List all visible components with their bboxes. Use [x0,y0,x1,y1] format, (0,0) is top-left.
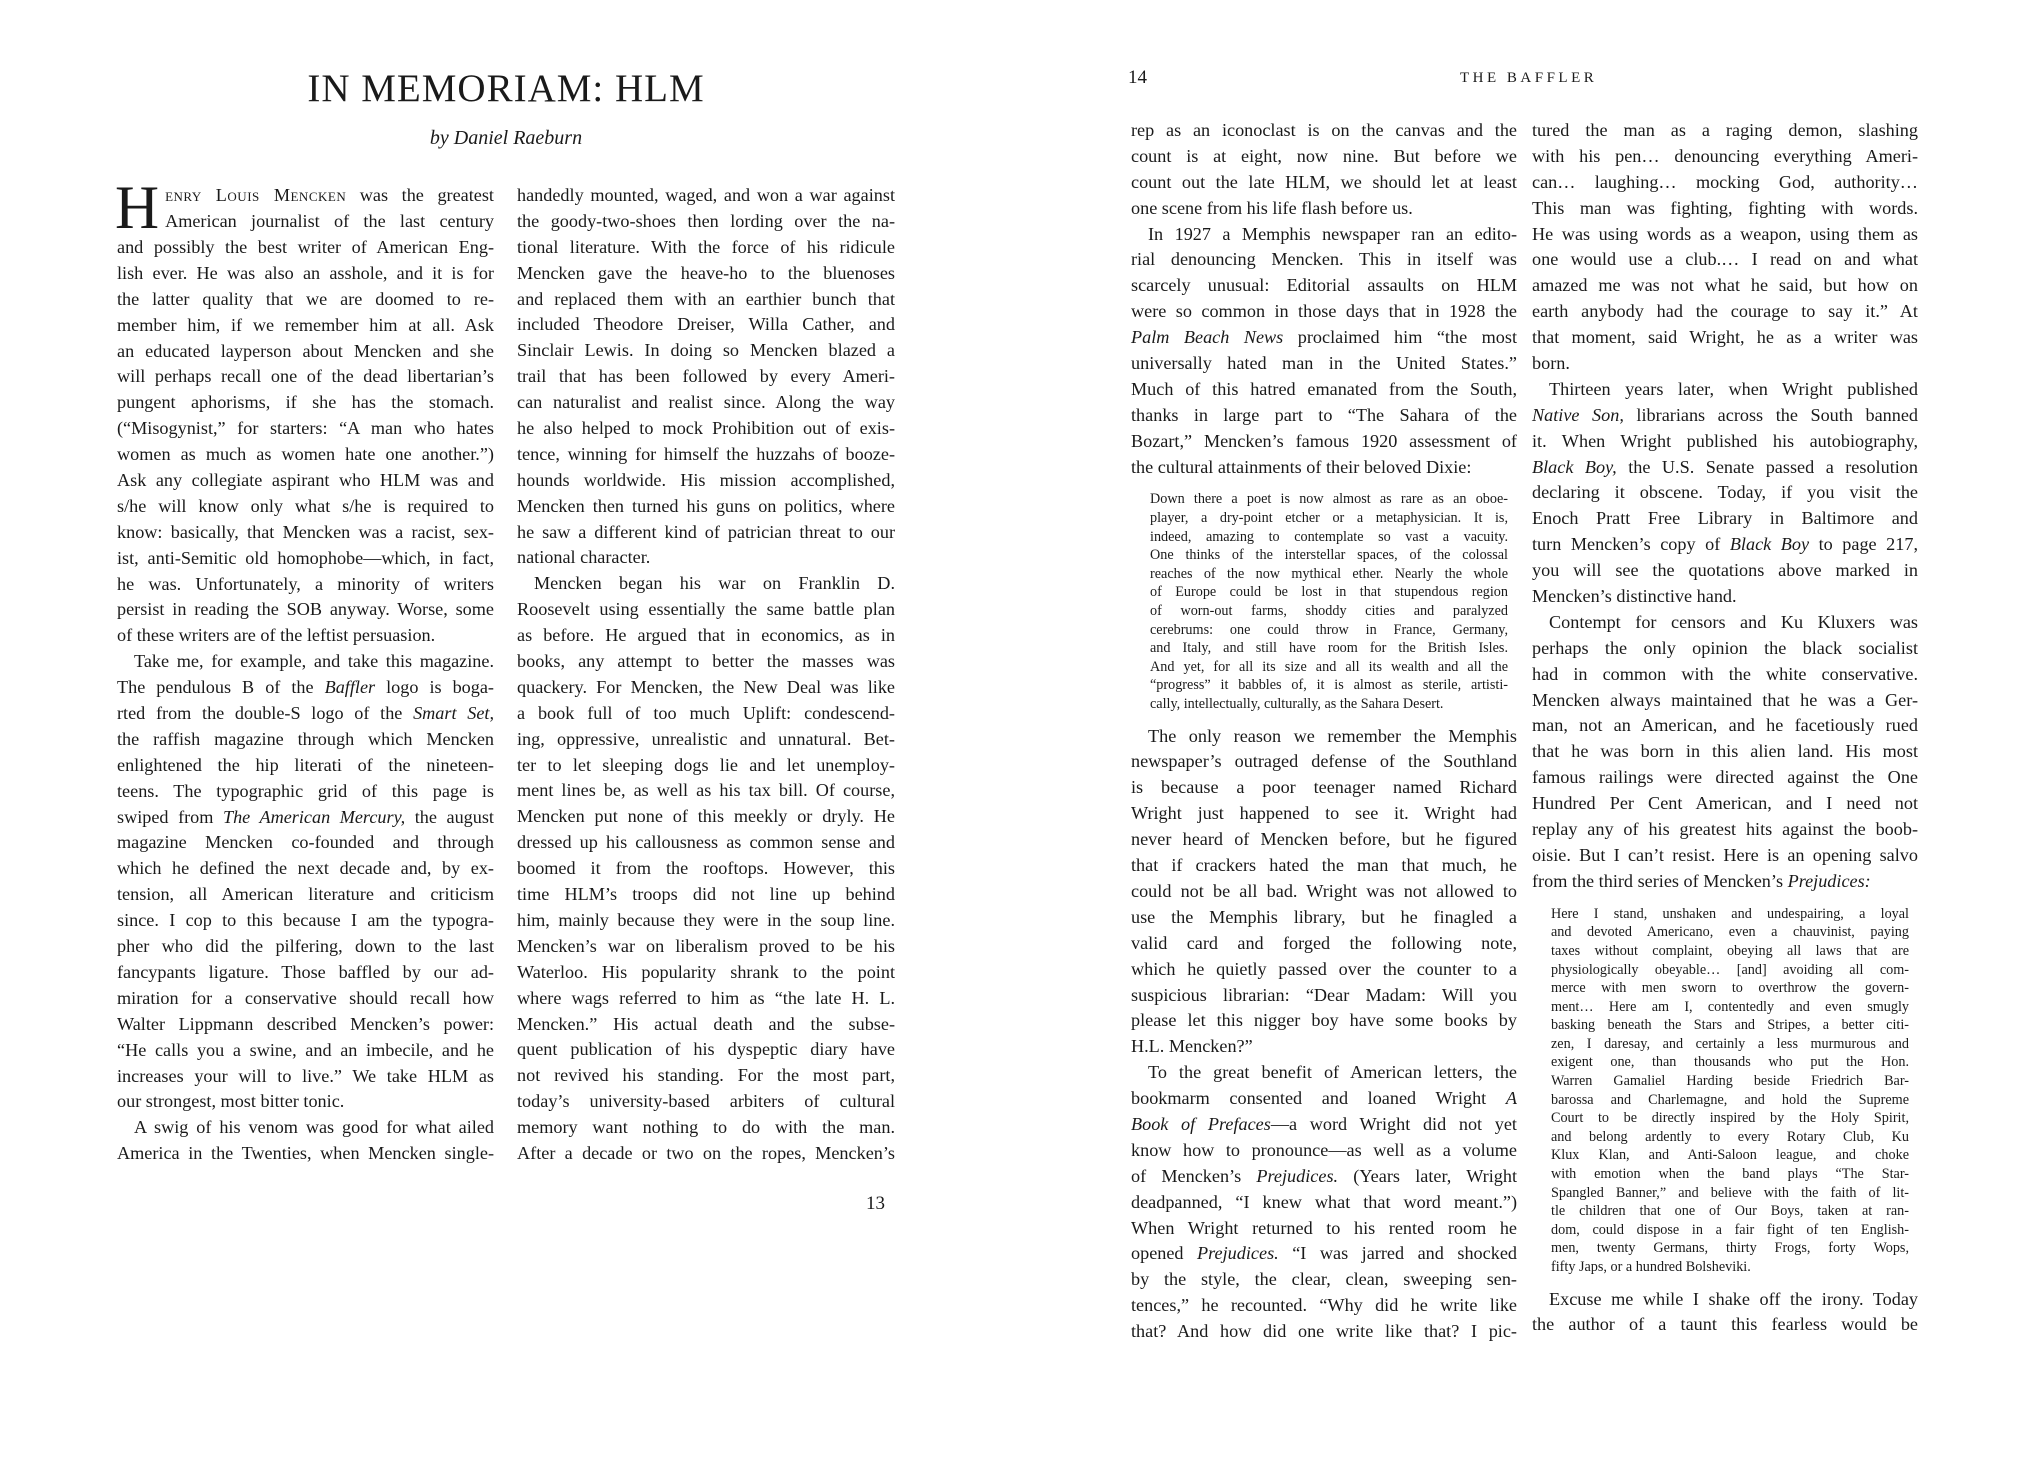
text-line: and devoted Americano, even a chauvinist, paying [1551,924,1909,941]
text-line: cally, intellectually, culturally, as the Sahara Desert. [1150,696,1444,712]
text-line: Walter Lippmann described Mencken’s power: [117,1013,494,1034]
text-line: A swig of his venom was good for what ailed [134,1117,494,1138]
text-line: barossa and Charlemagne, and hold the Supreme [1551,1091,1909,1108]
text-line: rted from the double-S logo of the Smart Set, [117,703,494,724]
text-line: American journalist of the last century [165,210,494,231]
column-3 [1131,118,1517,1345]
text-line: zen, I daresay, and certainly a less murmurous and [1551,1035,1909,1052]
text-line: tional literature. With the force of his ridicule [517,236,895,257]
text-line: Sinclair Lewis. In doing so Mencken blazed a [517,340,895,361]
text-line: since. I cop to this because I am the typogra- [117,910,494,931]
text-line: Mencken’s distinctive hand. [1532,586,1737,607]
drop-cap: H [115,175,160,242]
text-line: hounds worldwide. His mission accomplished, [517,469,895,490]
text-line: and possibly the best writer of American Eng- [117,237,494,257]
text-line: scarcely unusual: Editorial assaults on HLM [1131,275,1517,296]
text-line: the latter quality that we are doomed to re- [117,288,494,309]
text-line: from the third series of Mencken’s Prejudices: [1532,870,1871,891]
text-line: Take me, for example, and take this magazine. [134,651,494,672]
text-line: Bozart,” Mencken’s famous 1920 assessment of [1131,430,1517,451]
text-line: increases your will to live.” We take HLM as [117,1065,494,1086]
text-line: use the Memphis library, but he finagled a [1131,906,1517,927]
text-line: valid card and forged the following note, [1131,932,1517,953]
text-line: Waterloo. His popularity shrank to the point [517,961,895,982]
text-line: Contempt for censors and Ku Kluxers was [1549,611,1918,632]
text-line: and belong ardently to every Rotary Club, Ku [1551,1128,1909,1145]
text-line: Excuse me while I shake off the irony. Today [1549,1288,1918,1309]
text-line: tured the man as a raging demon, slashing [1532,120,1918,140]
text-line: with his pen… denouncing everything Ameri- [1532,145,1918,166]
text-line: Wright just happened to see it. Wright had [1131,803,1517,824]
text-line: exigent one, than thousands who put the Hon. [1551,1054,1909,1071]
text-line: books, any attempt to better the masses was [517,651,895,672]
text-line: cerebrums: one could throw in France, Germany, [1150,621,1508,638]
text-line: Mencken put none of this meekly or dryly. He [517,806,895,827]
text-line: a book full of too much Uplift: condescend- [517,702,895,723]
text-line: universally hated man in the United States.” [1131,353,1517,374]
text-line: Mencken gave the heave-ho to the bluenoses [517,262,895,283]
text-line: tension, all American literature and criticism [117,884,494,905]
text-line: reaches of the now mythical ether. Nearly the whole [1150,565,1508,582]
text-line: Down there a poet is now almost as rare as an oboe- [1150,491,1508,508]
left-page [0,0,1012,1463]
text-line: taxes without complaint, obeying all laws that are [1551,942,1909,959]
text-line: oisie. But I can’t resist. Here is an opening salvo [1532,844,1918,865]
text-line: Mencken.” His actual death and the subse- [517,1013,895,1034]
text-line: Spangled Banner,” and believe with the faith of lit- [1551,1184,1909,1201]
text-line: could not be all bad. Wright was not allowed to [1131,880,1517,901]
text-line: of worn-out farms, shoddy cities and paralyzed [1150,603,1508,620]
text-line: lish ever. He was also an asshole, and it is for [117,262,494,283]
text-line: man, not an American, and he facetiously rued [1532,715,1918,736]
text-line: boomed it from the rooftops. However, this [517,858,895,879]
text-line: with emotion when the band plays “The Star- [1551,1166,1909,1183]
text-line: you will see the quotations above marked in [1532,560,1918,581]
page-number-14: 14 [1128,67,1147,88]
text-line: ist, anti-Semitic old homophobe—which, in fact, [117,547,494,568]
text-line: Mencken began his war on Franklin D. [534,573,895,594]
text-line: which he defined the next decade and, by ex- [117,858,494,879]
text-line: never heard of Mencken before, but he figured [1131,829,1517,850]
text-line: count is at eight, now nine. But before we [1131,145,1517,166]
text-line: the raffish magazine through which Mencken [117,728,494,749]
text-line: that? And how did one write like that? I pic- [1131,1321,1517,1342]
text-line: Native Son, librarians across the South banned [1532,404,1918,425]
text-line: memory want nothing to do with the man. [517,1117,895,1138]
text-line: that moment, said Wright, he as a writer was [1532,327,1918,348]
text-line: replay any of his greatest hits against the boob- [1532,819,1918,840]
text-line: indeed, amazing to contemplate so vast a vacuity. [1150,528,1508,545]
text-line: as before. He argued that in economics, as in [517,625,895,646]
text-line: men, twenty Germans, thirty Frogs, forty Wops, [1551,1240,1909,1257]
text-line: turn Mencken’s copy of Black Boy to page 217, [1532,534,1919,555]
text-line: can… laughing… mocking God, authority… [1532,171,1918,192]
text-line: pungent aphorisms, if she has the stomach. [117,392,494,413]
text-line: merce with men sworn to overthrow the govern- [1551,980,1909,997]
text-line: Thirteen years later, when Wright published [1549,378,1918,399]
text-line: handedly mounted, waged, and won a war against [517,185,895,205]
text-line: and Italy, and still have room for the British Isles. [1150,640,1508,657]
text-line: quackery. For Mencken, the New Deal was like [517,676,895,697]
block-quote [1551,905,1909,1277]
text-line: tle children that one of Our Boys, taken at ran- [1551,1203,1909,1220]
text-line: the goody-two-shoes then lording over the na- [517,210,895,231]
text-line: pher who did the pilfering, down to the last [117,936,494,957]
text-line: miration for a conservative should recall how [117,987,494,1008]
text-line: After a decade or two on the ropes, Mencken’s [517,1142,895,1163]
text-line: fancypants ligature. Those baffled by our ad- [117,961,494,982]
text-line: ment lines be, as well as his tax bill. Of course, [517,780,895,801]
text-line: Book of Prefaces—a word Wright did not yet [1131,1113,1517,1134]
text-line: our strongest, most bitter tonic. [117,1091,345,1112]
text-line: He was using words as a weapon, using them as [1532,223,1918,244]
text-line: physiologically obeyable… [and] avoiding all com- [1551,961,1909,978]
text-line: included Theodore Dreiser, Willa Cather, and [517,314,895,335]
text-line: please let this nigger boy have some books by [1131,1010,1517,1031]
text-line: Hundred Per Cent American, and I need not [1532,793,1918,814]
text-line: When Wright returned to his rented room he [1131,1217,1517,1238]
text-line: “progress” it babbles of, it is almost as sterile, artisti- [1150,677,1508,694]
text-line: dom, could dispose in a fair fight of ten English- [1551,1221,1909,1238]
text-line: one scene from his life flash before us. [1131,197,1413,218]
text-line: teens. The typographic grid of this page is [117,780,494,801]
text-line: And yet, for all its size and all its wealth and all the [1150,658,1508,675]
text-line: and replaced them with an earthier bunch that [517,288,895,309]
text-line: tences,” he recounted. “Why did he write like [1131,1295,1517,1316]
text-line: Ask any collegiate aspirant who HLM was and [117,470,494,491]
text-line: dressed up his callousness as common sense and [517,832,895,853]
text-line: trail that has been followed by every Ameri- [517,366,895,387]
text-line: of Europe could be lost in that stupendous region [1150,584,1508,601]
text-line: by the style, the clear, clean, sweeping sen- [1131,1269,1517,1290]
text-line: s/he will know only what s/he is required to [117,495,494,516]
text-line: Much of this hatred emanated from the South, [1131,378,1517,399]
text-line: Black Boy, the U.S. Senate passed a resolution [1532,456,1918,477]
text-line: born. [1532,353,1570,374]
text-line: quent publication of his dyspeptic diary have [517,1039,895,1060]
text-line: amazed me was not what he said, but how on [1532,275,1918,296]
text-line: the author of a taunt this fearless would be [1532,1314,1918,1335]
text-line: Enoch Pratt Free Library in Baltimore and [1532,508,1918,529]
text-line: an educated layperson about Mencken and she [117,340,494,361]
text-line: Mencken then turned his guns on politics, where [517,495,895,516]
right-page [1012,0,2025,1463]
text-line: “He calls you a swine, and an imbecile, and he [117,1039,494,1060]
text-line: fifty Japs, or a hundred Bolsheviki. [1551,1259,1751,1275]
text-line: In 1927 a Memphis newspaper ran an edito- [1148,223,1517,244]
text-line: rial denouncing Mencken. This in itself was [1131,249,1517,270]
text-line: know: basically, that Mencken was a racist, sex- [117,521,494,542]
text-line: he was. Unfortunately, a minority of writers [117,573,494,594]
text-line: Mencken’s war on liberalism proved to be his [517,935,895,956]
byline: by Daniel Raeburn [429,127,583,149]
text-line: newspaper’s outraged defense of the Southland [1131,751,1517,772]
text-line: enlightened the hip literati of the nineteen- [117,754,494,775]
article-title: IN MEMORIAM: HLM [307,67,705,110]
text-line: Warren Gamaliel Harding beside Friedrich Bar- [1551,1073,1909,1090]
text-line: ing, oppressive, unrealistic and unnatural. Bet- [517,728,895,749]
text-line: that if crackers hated the man that much, he [1131,855,1517,876]
text-line: not revived his standing. For the most part, [517,1065,895,1086]
text-line: Palm Beach News proclaimed him “the most [1131,327,1518,348]
column-2 [517,183,895,1167]
text-line: one would use a club.… I read on and what [1532,249,1918,270]
text-line: count out the late HLM, we should let at least [1131,171,1517,192]
text-line: it. When Wright published his autobiography, [1532,430,1918,451]
page-number-13: 13 [866,1193,885,1214]
text-line: of these writers are of the leftist persuasion. [117,625,436,646]
text-line: The only reason we remember the Memphis [1148,725,1517,746]
text-line: were so common in those days that in 1928 the [1131,301,1517,322]
text-line: national character. [517,547,651,568]
text-line: Roosevelt using essentially the same battle plan [517,599,895,620]
text-line: (“Misogynist,” for starters: “A man who hates [117,418,494,439]
text-line: thanks in large part to “The Sahara of the [1131,404,1517,425]
text-line: declaring it obscene. Today, if you visit the [1532,482,1918,503]
text-line: One thinks of the interstellar spaces, of the colossal [1150,547,1508,564]
column-1 [115,175,494,1167]
text-line: The pendulous B of the Baffler logo is boga- [117,677,494,698]
text-line: that he was born in this alien land. His most [1532,741,1918,762]
text-line: the cultural attainments of their beloved Dixie: [1131,456,1472,477]
text-line: enry Louis Mencken was the greatest [165,185,494,205]
running-head: THE BAFFLER [1460,70,1598,86]
text-line: he also helped to mock Prohibition out of exis- [517,418,895,439]
text-line: H.L. Mencken?” [1131,1036,1253,1057]
text-line: will perhaps recall one of the dead libertarian’s [117,366,494,387]
text-line: swiped from The American Mercury, the august [117,806,494,827]
text-line: had in common with the white conservative. [1532,663,1918,684]
text-line: bookmarm consented and loaned Wright A [1131,1088,1517,1109]
text-line: Klux Klan, and Anti-Saloon league, and choke [1551,1147,1909,1164]
text-line: famous railings were directed against the One [1532,767,1918,788]
text-line: member him, if we remember him at all. Ask [117,314,494,335]
text-line: suspicious librarian: “Dear Madam: Will you [1131,984,1517,1005]
text-line: earth anybody had the courage to say it.” At [1532,301,1918,322]
text-line: To the great benefit of American letters, the [1148,1062,1517,1083]
text-line: he saw a different kind of patrician threat to our [517,521,895,542]
text-line: This man was fighting, fighting with words. [1532,197,1918,218]
text-line: time HLM’s troops did not line up behind [517,884,895,905]
text-line: opened Prejudices. “I was jarred and shocked [1131,1243,1517,1264]
text-line: rep as an iconoclast is on the canvas and the [1131,120,1517,140]
text-line: tence, winning for himself the huzzahs of booze- [517,443,895,464]
text-line: Here I stand, unshaken and undespairing, a loyal [1551,905,1909,922]
text-line: is because a poor teenager named Richard [1131,777,1517,798]
text-line: perhaps the only opinion the black socialist [1532,637,1918,658]
text-line: him, mainly because they were in the soup line. [517,909,895,930]
text-line: of Mencken’s Prejudices. (Years later, Wright [1131,1165,1518,1186]
block-quote [1150,490,1508,713]
text-line: player, a dry-point etcher or a metaphysician. It is, [1150,510,1508,527]
text-line: deadpanned, “I knew what that word meant.”) [1131,1191,1517,1212]
text-line: Mencken always maintained that he was a Ger- [1532,689,1918,710]
text-line: basking beneath the Stars and Stripes, a better citi- [1551,1017,1909,1034]
text-line: persist in reading the SOB anyway. Worse, some [117,599,494,620]
text-line: know how to pronounce—as well as a volume [1131,1139,1517,1160]
text-line: magazine Mencken co-founded and through [117,832,494,853]
column-4 [1532,118,1918,1338]
text-line: women as much as women hate one another.”) [117,444,494,465]
text-line: ment… Here am I, contentedly and even smugly [1551,998,1909,1015]
text-line: America in the Twenties, when Mencken single- [117,1143,494,1164]
text-line: which he quietly passed over the counter to a [1131,958,1517,979]
text-line: ter to let sleeping dogs lie and let unemploy- [517,754,895,775]
text-line: today’s university-based arbiters of cultural [517,1091,895,1112]
text-line: where wags referred to him as “the late H. L. [517,987,895,1008]
text-line: Court to be directly inspired by the Holy Spirit, [1551,1110,1909,1127]
text-line: can naturalist and realist since. Along the way [517,392,895,413]
